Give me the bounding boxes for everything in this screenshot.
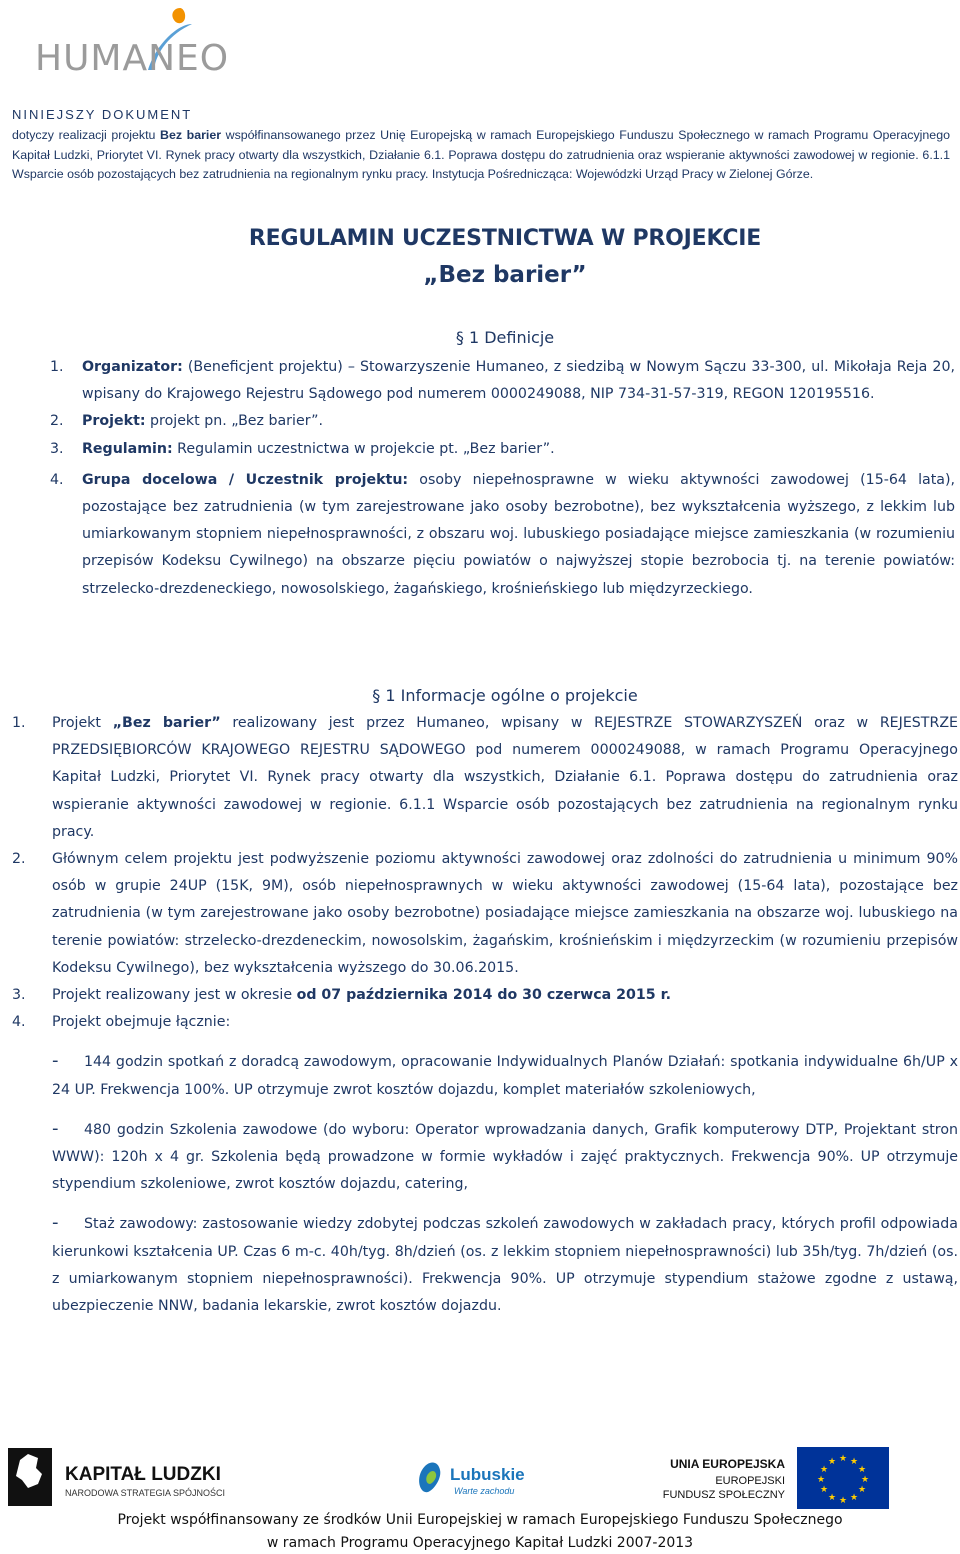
section-general-info-heading: § 1 Informacje ogólne o projekcie	[372, 686, 638, 705]
humaneo-logo	[30, 4, 250, 88]
logo-text: HUMANEO	[35, 38, 230, 79]
activity-item	[12, 1209, 958, 1320]
lubuskie-logo	[400, 1450, 540, 1505]
project-period: od 07 października 2014 do 30 czerwca 2015 r.	[296, 987, 671, 1004]
info-item	[12, 982, 958, 1009]
svg-text:★: ★	[838, 1496, 848, 1506]
footer-line-2: w ramach Programu Operacyjnego Kapitał Ludzki 2007-2013	[266, 1535, 694, 1551]
item-number: 3.	[50, 440, 64, 457]
intro-project-name: Bez barier	[160, 128, 222, 142]
dash-marker: -	[52, 1117, 59, 1139]
dash-marker: -	[52, 1212, 59, 1234]
item-number: 1.	[50, 359, 64, 375]
svg-text:★: ★	[827, 1457, 837, 1467]
intro-after: współfinansowanego przez Unię Europejską w ramach Europejskiego Funduszu Społecznego w ramach Programu Operacyjnego Kapitał Ludzki, Priorytet VI. Rynek pracy otwarty dla wszystkich, Działanie 6.1. Poprawa dostępu do zatrudnienia oraz wspieranie aktywności zawodowej w regionie. 6.1.1 Wsparcie osób pozostających bez zatrudnienia na regionalnym rynku pracy. Instytucja Pośrednicząca: Wojewódzki Urząd Pracy w Zielonej Górze.	[12, 128, 950, 181]
general-info-list	[12, 710, 958, 1320]
activity-item	[12, 1047, 958, 1103]
info-text-after: realizowany jest przez Humaneo, wpisany w REJESTRZE STOWARZYSZEŃ oraz w REJESTRZE PRZEDSIĘBIORCÓW KRAJOWEGO REJESTRU SĄDOWEGO pod numerem 0000249088, w ramach Programu Operacyjnego Kapitał Ludzki, Priorytet VI. Rynek pracy otwarty dla wszystkich, Działanie 6.1. Poprawa dostępu do zatrudnienia oraz wspieranie aktywności zawodowej w regionie. 6.1.1 Wsparcie osób pozostających bez zatrudnienia na regionalnym rynku pracy.	[52, 715, 958, 840]
svg-text:★: ★	[819, 1485, 829, 1495]
kl-name: KAPITAŁ LUDZKI	[65, 1464, 221, 1485]
info-item	[12, 710, 958, 846]
lubuskie-tagline: Warte zachodu	[454, 1486, 515, 1496]
svg-text:★: ★	[849, 1457, 859, 1467]
footer-logos	[0, 1440, 960, 1516]
footer-text	[0, 1509, 960, 1554]
document-intro	[12, 126, 950, 185]
info-text: Projekt obejmuje łącznie:	[52, 1014, 231, 1031]
info-project-name: „Bez barier”	[112, 715, 221, 731]
page-subtitle: „Bez barier”	[423, 262, 587, 288]
svg-text:★: ★	[819, 1465, 829, 1475]
document-label: NINIEJSZY DOKUMENT	[12, 107, 193, 122]
info-text-before: Projekt	[52, 715, 113, 731]
svg-text:★: ★	[857, 1485, 867, 1495]
activity-text: Staż zawodowy: zastosowanie wiedzy zdobytej podczas szkoleń zawodowych w zakładach pracy, których profil odpowiada kierunkowi kształcenia UP. Czas 6 m-c. 40h/tyg. 8h/dzień (os. z lekkim stopniem niepełnosprawności) lub 35h/tyg. 7h/dzień (os. z umiarkowanym stopniem niepełnosprawności). Frekwencja 90%. UP otrzymuje stypendium stażowe zgodne z ustawą, ubezpieczenie NNW, badania lekarskie, zwrot kosztów dojazdu.	[52, 1216, 958, 1315]
item-number: 2.	[12, 851, 26, 868]
activity-item	[12, 1115, 958, 1199]
definition-item	[50, 354, 955, 408]
svg-text:★: ★	[860, 1475, 870, 1485]
definition-text: osoby niepełnosprawne w wieku aktywności zawodowej (15-64 lata), pozostające bez zatrudnienia (w tym zarejestrowane jako osoby bezrobotne), bez wykształcenia wyższego, z lekkim lub umiarkowanym stopniem niepełnosprawności, z obszaru woj. lubuskiego posiadające miejsce zamieszkania (w rozumieniu przepisów Kodeksu Cywilnego) na obszarze pięciu powiatów o najwyższej stopie bezrobocia tj. na terenie powiatów: strzelecko-drezdeneckiego, nowosolskiego, żagańskiego, krośnieńskiego lub międzyrzeckiego.	[82, 471, 956, 597]
footer-line-1: Projekt współfinansowany ze środków Unii Europejskiej w ramach Europejskiego Funduszu Społecznego	[117, 1512, 843, 1528]
svg-text:★: ★	[827, 1493, 837, 1503]
activity-text: 480 godzin Szkolenia zawodowe (do wyboru: Operator wprowadzania danych, Grafik komputerowy DTP, Projektant stron WWW): 120h x 4 gr. Szkolenia będą prowadzone w formie wykładów i zajęć praktycznych. Frekwencja 90%. UP otrzymuje stypendium szkoleniowe, zwrot kosztów dojazdu, catering,	[52, 1121, 958, 1193]
definition-text: projekt pn. „Bez barier”.	[145, 413, 323, 430]
info-text: Głównym celem projektu jest podwyższenie poziomu aktywności zawodowej oraz zdolności do zatrudnienia u minimum 90% osób w grupie 24UP (15K, 9M), osób niepełnosprawnych w wieku aktywności zawodowej (15-64 lata), pozostające bez zatrudnienia (w tym zarejestrowane jako osoby bezrobotne) posiadające miejsce zamieszkania na obszarze woj. lubuskiego na terenie powiatów: strzelecko-drezdeneckim, nowosolskim, żagańskim, krośnieńskim i międzyrzeckim (w rozumieniu przepisów Kodeksu Cywilnego), bez wykształcenia wyższego do 30.06.2015.	[52, 851, 958, 976]
eu-line3: FUNDUSZ SPOŁECZNY	[662, 1489, 785, 1501]
activity-text: 144 godzin spotkań z doradcą zawodowym, opracowanie Indywidualnych Planów Działań: spotkania indywidualne 6h/UP x 24 UP. Frekwencja 100%. UP otrzymuje zwrot kosztów dojazdu, komplet materiałów szkoleniowych,	[52, 1054, 958, 1098]
item-number: 4.	[50, 471, 64, 488]
eu-logo	[660, 1446, 920, 1510]
definition-label: Regulamin:	[82, 440, 173, 457]
definition-text: (Beneficjent projektu) – Stowarzyszenie Humaneo, z siedzibą w Nowym Sączu 33-300, ul. Mikołaja Reja 20, wpisany do Krajowego Rejestru Sądowego pod numerem 0000249088, NIP 734-31-57-319, REGON 120195516.	[82, 359, 955, 403]
item-number: 4.	[12, 1014, 26, 1031]
item-number: 2.	[50, 413, 64, 430]
info-item	[12, 846, 958, 982]
definition-text: Regulamin uczestnictwa w projekcie pt. „Bez barier”.	[172, 440, 555, 457]
info-item	[12, 1009, 958, 1036]
svg-text:★: ★	[849, 1493, 859, 1503]
svg-text:★: ★	[838, 1454, 848, 1464]
definition-label: Projekt:	[82, 413, 146, 430]
kl-subtitle: NARODOWA STRATEGIA SPÓJNOŚCI	[65, 1488, 225, 1498]
page-title: REGULAMIN UCZESTNICTWA W PROJEKCIE	[248, 226, 762, 251]
svg-text:★: ★	[857, 1465, 867, 1475]
info-text-before: Projekt realizowany jest w okresie	[52, 987, 297, 1004]
kapital-ludzki-logo	[5, 1440, 225, 1515]
eu-line1: UNIA EUROPEJSKA	[670, 1457, 785, 1471]
definition-item	[50, 408, 955, 435]
eu-line2: EUROPEJSKI	[715, 1475, 785, 1487]
item-number: 3.	[12, 987, 26, 1004]
svg-text:★: ★	[816, 1475, 826, 1485]
definition-item	[50, 436, 955, 463]
dash-marker: -	[52, 1050, 59, 1072]
definitions-list	[50, 354, 955, 603]
definition-item	[50, 467, 955, 603]
item-number: 1.	[12, 715, 26, 731]
definition-label: Grupa docelowa / Uczestnik projektu:	[82, 471, 409, 488]
lubuskie-name: Lubuskie	[450, 1465, 525, 1484]
section-definitions-heading: § 1 Definicje	[455, 328, 555, 347]
intro-before: dotyczy realizacji projektu	[12, 128, 161, 142]
definition-label: Organizator:	[82, 359, 183, 375]
